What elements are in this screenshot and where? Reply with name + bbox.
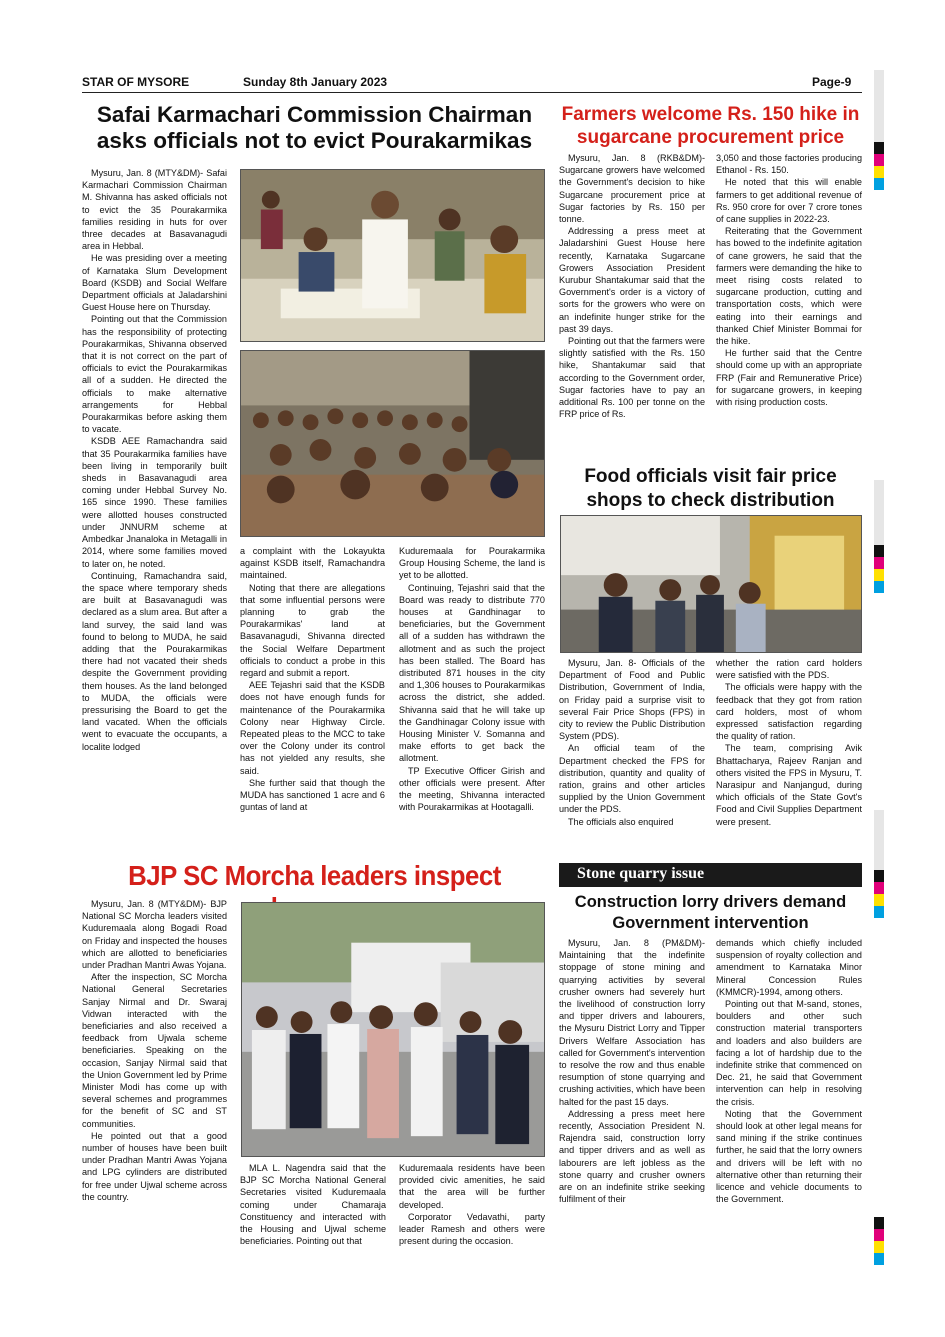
registration-bar-bottom [874, 1217, 884, 1265]
story2-headline: Farmers welcome Rs. 150 hike in sugarcane procurement price [561, 104, 860, 148]
story4-photo-inspection [241, 902, 545, 1157]
story4-headline: BJP SC Morcha leaders inspect [128, 860, 501, 891]
story5-kicker: Stone quarry issue [559, 863, 862, 887]
story5-headline: Construction lorry drivers demand Government intervention [574, 893, 847, 932]
story2-column-1: Mysuru, Jan. 8 (RKB&DM)- Sugarcane growers have welcomed the Government's decision to hike Sugarcane procurement price at Sugar factories by Rs. 150 per tonne. Addressing a press meet at Jaladarshini Guest House here recently, Karnataka Sugarcane Growers Association President Kurubur Shantakumar said that the Government's order is a victory of sorts for the growers who were on an indefinite hunger strike for the past 39 days. Pointing out that the farmers were slightly satisfied with the Rs. 150 hike, Shantakumar said that according to the Government order, Sugar factories have to pay an additional Rs. 100 per tonne on the FRP price of Rs. [559, 153, 705, 420]
story3-photo-fair-price-shop [560, 515, 862, 653]
story4-column-1: Mysuru, Jan. 8 (MTY&DM)- BJP National SC Morcha leaders visited Kuduremaala along Bogadi Road on Friday and inspected the houses which are allotted to beneficiaries under Pradhan Mantri Awas Yojana. After the inspection, SC Morcha National General Secretaries Sanjay Nirmal and Dr. Swaraj Vidwan interacted with the beneficiaries and also received a feedback from Ujwala scheme beneficiaries. Speaking on the occasion, Sanjay Nirmal said that the Union Government led by Prime Minister Modi has come up with several schemes and programmes for the benefit of SC and ST communities. He pointed out that a good number of houses have been built under Pradhan Mantri Awas Yojana and LPG cylinders are distributed for free under Ujwal scheme across the country. [82, 899, 227, 1202]
story3-column-1: Mysuru, Jan. 8- Officials of the Department of Food and Public Distribution, Government of India, on Friday paid a surprise visit to several Fair Price Shops (FPS) in city to review the Public Distribution System (PDS). An official team of the Department checked the FPS for distribution, quantity and quality of ration, grains and other articles supplied by the Union Government under the PDS. The officials also enquired [559, 658, 705, 827]
story1-headline: Safai Karmachari Commission Chairman asks officials not to evict Pourakarmikas [96, 102, 533, 153]
story4-column-2: MLA L. Nagendra said that the BJP SC Morcha National General Secretaries visited Kuduremaala coming under Chamaraja Constituency and interacted with the Housing and Ujwal scheme beneficiaries. Pointing out that [240, 1163, 386, 1247]
story1-photo-audience [240, 350, 545, 537]
story3-column-2: whether the ration card holders were satisfied with the PDS. The officials were happy with the feedback that they got from ration card holders, most of whom expressed satisfaction regarding the quality of ration. The team, comprising Avik Bhattacharya, Rajeev Ranjan and others visited the FPS in Mysuru, T. Narasipur and Nanjangud, during which officials of the State Govt's Food and Civil Supplies Department were present. [716, 658, 862, 827]
story5-column-1: Mysuru, Jan. 8 (PM&DM)- Maintaining that the indefinite stoppage of stone mining and quarrying activities by several crusher owners had severely hurt the livelihood of construction lorry and tipper drivers and labourers, the Mysuru District Lorry and Tipper Drivers Welfare Association has called for Government's intervention to resolve the row and thus enable resumption of stone quarrying and crushing activities, which have been halted for the past 15 days. Addressing a press meet here recently, Association President N. Rajendra said, construction lorry and tipper drivers and as well as labourers are left jobless as the stone quarry and crusher owners are on an indefinite strike seeking fulfilment of their [559, 938, 705, 1205]
masthead-paper-name: STAR OF MYSORE [82, 75, 190, 89]
page-number: Page-9 [812, 75, 852, 89]
story2-column-2: 3,050 and those factories producing Ethanol - Rs. 150. He noted that this will enable farmers to get additional revenue of Rs. 950 crore for over 7 crore tones of cane supplies in 2022-23. Reiterating that the Government has bowed to the indefinite agitation of cane growers, he said that the farmers were demanding the hike to meet rising costs related to sugarcane production, cutting and transportation costs, which were eating into their earnings and thanked Chief Minister Bommai for the hike. He further said that the Centre should come up with an appropriate FRP (Fair and Remunerative Price) for sugarcane growers, in keeping with rising production costs. [716, 153, 862, 408]
masthead-date: Sunday 8th January 2023 [243, 75, 388, 89]
story1-column-1: Mysuru, Jan. 8 (MTY&DM)- Safai Karmachari Commission Chairman M. Shivanna has asked officials not to evict the 35 Pourakarmika families residing in huts for over three decades at Basavanagudi area in Hebbal. He was presiding over a meeting of Karnataka Slum Development Board (KSDB) and Social Welfare Department officials at Jaladarshini Guest House here on Thursday. Pointing out that the Commission has the responsibility of protecting Pourakarmikas, Shivanna observed that it is not correct on the part of officials to evict the Pourakarmikas all of a sudden. He directed the officials to make alternative arrangements for Hebbal Pourakarmikas before asking them to vacate. KSDB AEE Ramachandra said that 35 Pourakarmika families have been living in temporarily built sheds in Basavanagudi area coming under Hebbal Survey No. 165 since 1990. These families were allotted houses constructed under JNNURM scheme at Ambedkar Jnanaloka in Metagalli in 2014, where some families moved to later on, he noted. Continuing, Ramachandra said, the space where temporary sheds are built at Basavanagudi was declared as a slum area. But after a land survey, the said land was found to belong to MUDA, he said adding that the Pourakarmikas there had not vacated their sheds despite the Government providing them houses. As the land belonged to MUDA, the officials were pressurising the Board to get the land vacated. When the officials went to evacuate the occupants, a localite lodged [82, 168, 227, 752]
story4-column-3: Kuduremaala residents have been provided civic amenities, he said that the area will be further developed. Corporator Vedavathi, party leader Ramesh and others were present during the occasion. [399, 1163, 545, 1247]
registration-bar-lower [874, 810, 884, 918]
story1-column-3: Kuduremaala for Pourakarmika Group Housing Scheme, the land is yet to be allotted. Continuing, Tejashri said that the Board was ready to distribute 770 houses at Gandhinagar to beneficiaries, but the Government all of a sudden has withdrawn the allotment and as such the project has been stalled. The Board has distributed 871 houses in the city and 1,306 houses to Pourakarmikas across the district, she added. Shivanna said that he will take up the Gandhinagar Colony issue with Housing Minister V. Somanna and make efforts to get back the allotment. TP Executive Officer Girish and other officials were present. After the meeting, Shivanna interacted with Pourakarmikas at Hootagalli. [399, 546, 545, 813]
header-rule [82, 92, 862, 93]
registration-bar-top [874, 70, 884, 190]
story1-photo-meeting [240, 169, 545, 342]
story1-column-2: a complaint with the Lokayukta against KSDB itself, Ramachandra maintained. Noting that there are allegations that some influential persons were planning to grab the Pourakarmikas' land at Basavanagudi, Shivanna directed the Social Welfare Department officials to conduct a probe in this regard and submit a report. AEE Tejashri said that the KSDB does not have enough funds for maintenance of the Pourakarmika Colony near Highway Circle. Repeated pleas to the MCC to take over the Colony under its control has not yielded any results, she said. She further said that though the MUDA has sanctioned 1 acre and 6 guntas of land at [240, 546, 385, 813]
story5-column-2: demands which chiefly included suspension of royalty collection and amendment to Karnataka Minor Mineral Concession Rules (KMMCR)-1994, among others. Pointing out that M-sand, stones, boulders and other such construction material transporters and loaders and also builders are facing a lot of hardship due to the indefinite strike that commenced on Dec. 21, he said that Government intervention can help in resolving the crisis. Noting that the Government should look at other legal means for sand mining if the strike continues further, he said that the lorry owners and drivers will be left with no alternative other than returning their licence and vehicle documents to the Government. [716, 938, 862, 1205]
story3-headline: Food officials visit fair price shops to check distribution [584, 466, 837, 511]
registration-bar-middle [874, 480, 884, 593]
